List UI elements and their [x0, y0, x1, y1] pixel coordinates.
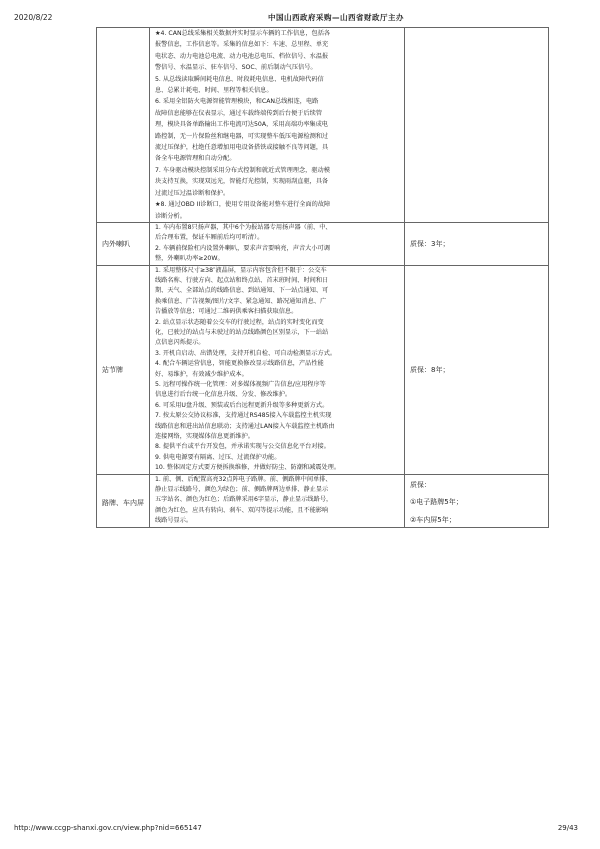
desc-line: 线路信息和进出站信息联动；支持通过LAN接入车载监控主机路由 [155, 422, 335, 430]
desc-line: 好、易维护，有效减少维护成本。 [155, 370, 248, 378]
table-row [97, 265, 549, 474]
desc-line: 6. 可采用U盘升级、预装或后台远程更新升级等多种更新方式。 [155, 401, 329, 409]
desc-line: 理，模块具备单路输出工作电流可达50A，采用高端功率集成电 [155, 121, 328, 129]
desc-line: 颜色为红色，应具有转向、刹车、双闪等提示功能，且不能影响 [155, 506, 329, 514]
desc-line: 后合理布置，保证车厢前后均可听清）。 [155, 234, 264, 242]
item-warranty-cell [405, 265, 549, 474]
item-name-cell [97, 265, 150, 474]
item-warranty-cell [405, 474, 549, 527]
table-row [97, 474, 549, 527]
desc-line: 化，已驶过的站点与未驶过的站点线路颜色区别显示，下一站站 [155, 328, 329, 336]
warranty-item: ②车内屏5年； [410, 515, 456, 524]
desc-line: 路控制，无一片保险丝和继电器，可实现整车低压电源检测和过 [155, 132, 329, 140]
item-description [150, 223, 404, 265]
item-name: 站节牌 [102, 365, 123, 374]
desc-line: 10. 整体固定方式要方便拆换维修，并做好防尘、防潮和减震处理。 [155, 464, 341, 472]
item-description [150, 266, 404, 474]
item-warranty: 质保：3年； [410, 239, 450, 248]
desc-line: ★4. CAN总线采集相关数据并实时显示车辆的工作信息，包括各 [155, 30, 331, 37]
item-desc-cell [150, 222, 405, 265]
desc-line: 7. 车身驱动模块控制采用分布式控制和就近式管理理念，驱动模 [155, 166, 330, 174]
desc-line: 5. 从总线读取瞬间耗电信息、时段耗电信息、电机故障代码信 [155, 75, 324, 83]
desc-line: 静止显示线路号，颜色为绿色；前、侧路牌两边单排、静止显示 [155, 486, 329, 494]
desc-line: 警信号、水温显示、驻车信号、SOC、前后制动气压信号。 [155, 64, 317, 72]
desc-line: 4. 配合车辆运营信息，智能更换修改显示线路信息，产品性能 [155, 360, 324, 368]
desc-line: 9. 供电电源要有隔离、过压、过流保护功能。 [155, 453, 281, 461]
desc-line: 连接网络，实现媒体信息更新维护。 [155, 433, 254, 441]
header-title: 中国山西政府采购—山西省财政厅主办 [268, 13, 404, 22]
desc-line: 电状态、动力电池总电流、动力电池总电压、档位信号、水温报 [155, 52, 329, 60]
warranty-item: ①电子路牌5年； [410, 497, 463, 506]
desc-line: 流过压保护，杜绝任意增加用电设备搭铁或接触不良等问题，具 [155, 144, 329, 152]
desc-line: 线路号显示。 [155, 517, 193, 525]
item-warranty: 质保：8年； [410, 365, 450, 374]
header-date: 2020/8/22 [14, 13, 53, 22]
desc-line: 点信息闪烁提示。 [155, 339, 205, 347]
desc-line: 过流过压过温诊断和保护。 [155, 189, 230, 197]
desc-line: 7. 按太原公交协议标准，支持通过RS485接入车载监控主机实现 [155, 412, 332, 420]
desc-line: 块支持互换，实现双远光，智能灯光控制，实现雨刮直驱，具备 [155, 178, 329, 186]
desc-line: 诊断分析。 [155, 212, 186, 220]
desc-line: 6. 采用全铝防火电源智能管理模块，和CAN总线相连，电路 [155, 98, 319, 106]
table-row [97, 222, 549, 265]
item-name-cell [97, 28, 150, 223]
desc-line: 8. 提供平台或平台开发包，并承诺实现与公交信息化平台对接。 [155, 443, 330, 451]
item-desc-cell [150, 474, 405, 527]
desc-line: 2. 站点显示状态随着公交车的行驶过程，站点的实时变化而变 [155, 318, 324, 326]
desc-line: 告播放等信息；可通过二维码供乘客扫描获取信息。 [155, 308, 298, 316]
item-warranty: 质保： [410, 480, 431, 489]
desc-line: 换乘信息、广告视频/图片/文字、紧急通知、路况通知消息、广 [155, 297, 327, 305]
desc-line: 1. 前、侧、后配置高亮32点阵电子路牌。前、侧路牌中间单排、 [155, 475, 332, 483]
item-desc-cell [150, 265, 405, 474]
desc-line: 故障信息能够在仪表显示，通过车载终端传到后台便于后续管 [155, 109, 323, 117]
desc-line: 5. 远程可操作统一化管理：对多媒体视频广告信息/应用程序等 [155, 381, 326, 388]
item-warranty-cell [405, 28, 549, 223]
desc-line: 息、总累计耗电、时间、里程等相关信息。 [155, 87, 273, 95]
footer-page-number: 29/43 [557, 824, 578, 832]
desc-line: 2. 车辆前保险杠内设置外喇叭，要求声音要响亮，声音大小可调 [155, 244, 330, 252]
desc-line: 报警信息，工作信息等。采集的信息如下：车速、总里程、单充 [155, 41, 329, 49]
desc-line: 五字站名、颜色为红色；后路牌采用6字显示，静止显示线路号， [155, 496, 333, 504]
item-name: 内外喇叭 [102, 239, 130, 248]
desc-line: 1. 采用整体尺寸≥38″液晶屏，显示内容包含但不限于：公交车 [155, 266, 327, 274]
item-name-cell [97, 474, 150, 527]
desc-line: 整，外喇叭功率≥20W。 [155, 255, 224, 263]
item-warranty-cell [405, 222, 549, 265]
desc-line: ★8. 通过OBD II诊断口，使用专用设备能对整车进行全面的故障 [155, 201, 331, 209]
desc-line: 期、天气、全部站点的线路信息、到站通知、下一站点通知、可 [155, 287, 329, 295]
footer-url: http://www.ccgp-shanxi.gov.cn/view.php?nid=665147 [14, 824, 202, 832]
item-desc-cell [150, 28, 405, 223]
desc-line: 3. 开机自启动、出错处理，支持开机自检、可自动检测显示方式。 [155, 349, 337, 357]
desc-line: 线路名称、行驶方向、起点站和终点站、首末班时间、时间和日 [155, 276, 329, 284]
item-description [150, 475, 404, 527]
item-name-cell [97, 222, 150, 265]
table-row [97, 28, 549, 223]
desc-line: 1. 车内布置8只扬声器，其中6个为报站器专用扬声器（前、中、 [155, 223, 332, 231]
spec-table [96, 27, 549, 528]
item-name: 路牌、车内屏 [102, 498, 144, 507]
item-description [150, 28, 404, 222]
desc-line: 信息进行后台统一化信息升级、分发、修改维护。 [155, 391, 292, 399]
desc-line: 备全车电源管理和自动分配。 [155, 155, 236, 163]
